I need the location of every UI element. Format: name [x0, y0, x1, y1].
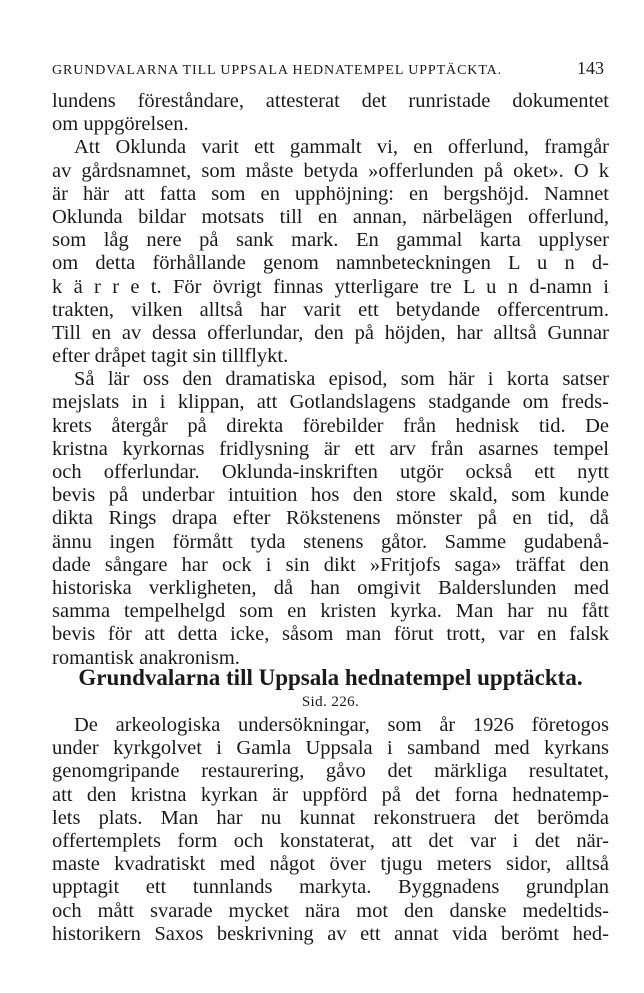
text-line: ännu ingen förmått tyda stenens gåtor. Samme gudabenå-: [52, 530, 609, 553]
text-line: romantisk anakronism.: [52, 646, 240, 669]
text-line: upptagit ett tunnlands markyta. Byggnadens grundplan: [52, 876, 609, 899]
text-line: historiska verkligheten, då han omgivit Balderslunden med: [52, 576, 609, 599]
text-line: att den kristna kyrkan är uppförd på det forna hednatemp-: [52, 783, 609, 806]
text-line: av gårdsnamnet, som måste betyda »offerlunden på oket». O k: [52, 159, 609, 182]
section-heading: Grundvalarna till Uppsala hednatempel upptäckta.: [78, 665, 583, 690]
text-line: historikern Saxos beskrivning av ett annat vida berömt hed-: [52, 922, 609, 945]
text-line: lundens föreståndare, attesterat det runristade dokumentet: [52, 90, 609, 112]
text-line: som låg nere på sank mark. En gammal karta upplyser: [52, 229, 609, 252]
text-line: offertemplets form och konstaterat, att det var i det när-: [52, 829, 609, 852]
text-line: om detta förhållande genom namnbeteckningen L u n d-: [52, 252, 609, 275]
body-text-bottom: [52, 714, 609, 946]
section-page-reference: Sid. 226.: [301, 694, 360, 710]
text-line: efter dråpet tagit sin tillflykt.: [52, 345, 289, 368]
running-head: [52, 58, 604, 79]
text-line: dikta Rings drapa efter Rökstenens mönster på en tid, då: [52, 507, 609, 530]
page-number: 143: [577, 58, 604, 78]
text-line: De arkeologiska undersökningar, som år 1926 företogos: [74, 714, 609, 736]
running-head-title: GRUNDVALARNA TILL UPPSALA HEDNATEMPEL UPPTÄCKTA.: [52, 63, 503, 78]
text-line: och offerlundar. Oklunda-inskriften utgör också ett nytt: [52, 461, 609, 483]
text-line: lets plats. Man har nu kunnat rekonstruera det berömda: [52, 806, 609, 829]
text-line: samma tempelhelgd som en kristen kyrka. Man har nu fått: [52, 600, 609, 623]
text-line: Så lär oss den dramatiska episod, som här i korta satser: [74, 368, 609, 391]
text-line: maste kvadratiskt med något över tjugu meters sidor, alltså: [52, 853, 609, 876]
text-line: dade sångare har ock i sin dikt »Fritjofs saga» träffat den: [52, 553, 609, 576]
text-line: mejslats in i klippan, att Gotlandslagens stadgande om freds-: [52, 391, 609, 414]
text-line: under kyrkgolvet i Gamla Uppsala i samband med kyrkans: [52, 737, 609, 760]
text-line: krets återgår på direkta förebilder från hednisk tid. De: [52, 414, 609, 437]
text-line: kristna kyrkornas fridlysning är ett arv från asarnes tempel: [52, 437, 609, 460]
text-line: och mått svarade mycket nära mot den danske medeltids-: [52, 899, 609, 922]
text-line: om uppgörelsen.: [52, 113, 189, 136]
text-line: k ä r r e t. För övrigt finnas ytterligare tre L u n d-namn i: [52, 275, 609, 298]
text-line: Oklunda bildar motsats till en annan, närbelägen offerlund,: [52, 205, 609, 228]
text-line: bevis för att detta icke, såsom man förut trott, var en falsk: [52, 623, 609, 646]
body-text-top: [52, 90, 609, 670]
text-line: bevis på underbar intuition hos den store skald, som kunde: [52, 484, 609, 507]
text-line: trakten, vilken alltså har varit ett betydande offercentrum.: [52, 298, 609, 321]
text-line: Att Oklunda varit ett gammalt vi, en offerlund, framgår: [74, 136, 609, 159]
text-line: är här att fatta som en upphöjning: en bergshöjd. Namnet: [52, 182, 609, 205]
text-line: Till en av dessa offerlundar, den på höjden, har alltså Gunnar: [52, 321, 609, 344]
text-line: genomgripande restaurering, gåvo det märkliga resultatet,: [52, 760, 609, 783]
